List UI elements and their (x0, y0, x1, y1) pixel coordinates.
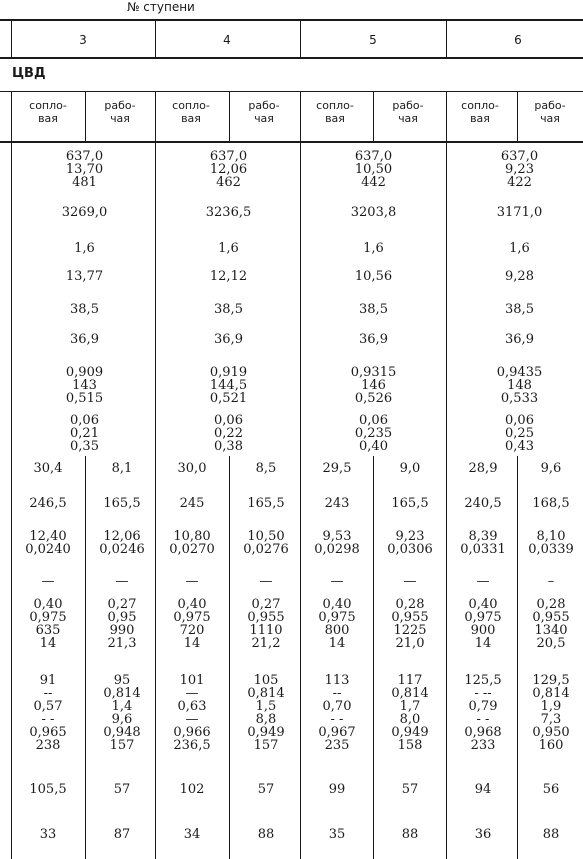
table-cell: 88 (401, 827, 419, 842)
table-cell: 9,28 (505, 269, 534, 284)
table-cell: 3203,8 (350, 205, 397, 220)
table-cell: 88 (542, 827, 560, 842)
table-cell: 30,4 (33, 461, 63, 476)
table-cell: 38,5 (505, 302, 534, 317)
table-cell: 35 (328, 827, 346, 842)
table-cell: 36,9 (359, 332, 388, 347)
table-cell: 165,5 (391, 496, 429, 511)
table-cell: 8,5 (255, 461, 277, 476)
sub-divider-1 (85, 92, 86, 142)
table-cell: 0,28 0,955 1340 20,5 (532, 597, 570, 651)
subheader-nozzle: сопло- вая (29, 99, 67, 125)
table-cell: 165,5 (247, 496, 285, 511)
table-cell: 8,39 0,0331 (460, 529, 506, 557)
table-cell: 0,9315 146 0,526 (350, 365, 397, 406)
table-cell: 99 (328, 782, 346, 797)
table-cell: 0,40 0,975 635 14 (29, 597, 67, 651)
table-cell: — (41, 574, 55, 589)
subheader-rotor: рабо- чая (104, 99, 136, 125)
table-cell: 91 -- 0,57 - - 0,965 238 (29, 673, 67, 753)
table-cell: 13,77 (65, 269, 104, 284)
table-cell: 38,5 (70, 302, 99, 317)
stage-divider-2 (300, 21, 301, 57)
table-cell: 1,6 (363, 241, 384, 256)
table-cell: 56 (542, 782, 560, 797)
table-cell: 637,0 13,70 481 (65, 149, 104, 190)
table-cell: 9,6 (540, 461, 562, 476)
subheader-nozzle: сопло- вая (172, 99, 210, 125)
section-rule (0, 91, 583, 92)
table-cell: 113 -- 0,70 - - 0,967 235 (318, 673, 356, 753)
table-cell: 10,80 0,0270 (169, 529, 215, 557)
table-cell: 8,10 0,0339 (528, 529, 574, 557)
table-cell: 245 (179, 496, 205, 511)
body-divider-3 (373, 456, 374, 859)
table-cell: 9,0 (399, 461, 421, 476)
table-cell: 88 (257, 827, 275, 842)
table-cell: — (185, 574, 199, 589)
table-cell: 94 (474, 782, 492, 797)
table-cell: 29,5 (322, 461, 352, 476)
table-cell: 38,5 (214, 302, 243, 317)
table-cell: 57 (257, 782, 275, 797)
table-cell: 0,27 0,95 990 21,3 (107, 597, 137, 651)
left-border-sub (11, 92, 12, 142)
table-cell: 10,50 0,0276 (243, 529, 289, 557)
stage-number-heading: № ступени (127, 0, 195, 14)
table-cell: 36 (474, 827, 492, 842)
sub-divider-3 (373, 92, 374, 142)
table-cell: — (476, 574, 490, 589)
table-cell: 8,1 (111, 461, 133, 476)
stage-number: 3 (79, 33, 87, 47)
subheader-rotor: рабо- чая (248, 99, 280, 125)
table-cell: — (259, 574, 273, 589)
table-cell: — (115, 574, 129, 589)
table-top-rule (0, 19, 583, 21)
table-cell: 10,56 (354, 269, 393, 284)
subheader-nozzle: сопло- вая (461, 99, 499, 125)
table-cell: 9,23 0,0306 (387, 529, 433, 557)
table-cell: 0,40 0,975 800 14 (318, 597, 356, 651)
table-cell: 105,5 (29, 782, 67, 797)
table-cell: 0,919 144,5 0,521 (209, 365, 248, 406)
table-cell: 0,06 0,25 0,43 (505, 413, 534, 454)
table-cell: 0,06 0,22 0,38 (214, 413, 243, 454)
table-cell: 0,40 0,975 720 14 (173, 597, 211, 651)
table-cell: 117 0,814 1,7 8,0 0,949 158 (391, 673, 429, 753)
table-cell: 36,9 (214, 332, 243, 347)
table-cell: 28,9 (468, 461, 498, 476)
table-cell: 165,5 (103, 496, 141, 511)
table-cell: – (547, 574, 555, 589)
stage-divider-3 (446, 21, 447, 57)
table-cell: 57 (401, 782, 419, 797)
table-cell: 30,0 (177, 461, 207, 476)
table-cell: 1,6 (218, 241, 239, 256)
table-cell: 125,5 - -- 0,79 - - 0,968 233 (464, 673, 502, 753)
body-divider-4 (517, 456, 518, 859)
table-cell: 38,5 (359, 302, 388, 317)
table-cell: 3171,0 (496, 205, 543, 220)
table-cell: 3236,5 (205, 205, 252, 220)
sub-divider-4 (517, 92, 518, 142)
table-cell: 12,12 (209, 269, 248, 284)
table-cell: 0,28 0,955 1225 21,0 (391, 597, 429, 651)
stage-number: 6 (514, 33, 522, 47)
table-cell: 168,5 (532, 496, 570, 511)
table-cell: — (330, 574, 344, 589)
table-cell: 637,0 10,50 442 (354, 149, 393, 190)
stage-number: 4 (223, 33, 231, 47)
table-cell: 637,0 12,06 462 (209, 149, 248, 190)
left-border (11, 21, 12, 57)
table-cell: 240,5 (464, 496, 502, 511)
table-cell: 12,40 0,0240 (25, 529, 71, 557)
table-cell: 0,06 0,21 0,35 (70, 413, 99, 454)
table-cell: 95 0,814 1,4 9,6 0,948 157 (103, 673, 141, 753)
table-cell: 105 0,814 1,5 8,8 0,949 157 (247, 673, 285, 753)
table-cell: 243 (324, 496, 350, 511)
subheader-rotor: рабо- чая (392, 99, 424, 125)
subheader-rotor: рабо- чая (534, 99, 566, 125)
sub-divider-2 (229, 92, 230, 142)
table-cell: 0,9435 148 0,533 (496, 365, 543, 406)
table-cell: — (403, 574, 417, 589)
table-cell: 9,53 0,0298 (314, 529, 360, 557)
table-cell: 0,06 0,235 0,40 (354, 413, 393, 454)
table-cell: 0,27 0,955 1110 21,2 (247, 597, 285, 651)
table-cell: 12,06 0,0246 (99, 529, 145, 557)
table-cell: 3269,0 (61, 205, 108, 220)
table-cell: 87 (113, 827, 131, 842)
table-cell: 1,6 (74, 241, 95, 256)
table-cell: 1,6 (509, 241, 530, 256)
table-cell: 129,5 0,814 1,9 7,3 0,950 160 (532, 673, 570, 753)
subheader-nozzle: сопло- вая (316, 99, 354, 125)
table-cell: 637,0 9,23 422 (500, 149, 539, 190)
table-cell: 34 (183, 827, 201, 842)
table-cell: 0,40 0,975 900 14 (464, 597, 502, 651)
stage-number: 5 (369, 33, 377, 47)
table-cell: 36,9 (70, 332, 99, 347)
table-cell: 102 (179, 782, 205, 797)
body-divider-2 (229, 456, 230, 859)
stage-divider-1 (155, 21, 156, 57)
table-cell: 101 — 0,63 — 0,966 236,5 (173, 673, 211, 753)
table-cell: 0,909 143 0,515 (65, 365, 104, 406)
body-divider-1 (85, 456, 86, 859)
table-cell: 33 (39, 827, 57, 842)
section-label: ЦВД (12, 66, 46, 81)
subheader-rule (0, 141, 583, 143)
stage-row-rule (0, 57, 583, 59)
table-cell: 57 (113, 782, 131, 797)
table-cell: 246,5 (29, 496, 67, 511)
table-cell: 36,9 (505, 332, 534, 347)
